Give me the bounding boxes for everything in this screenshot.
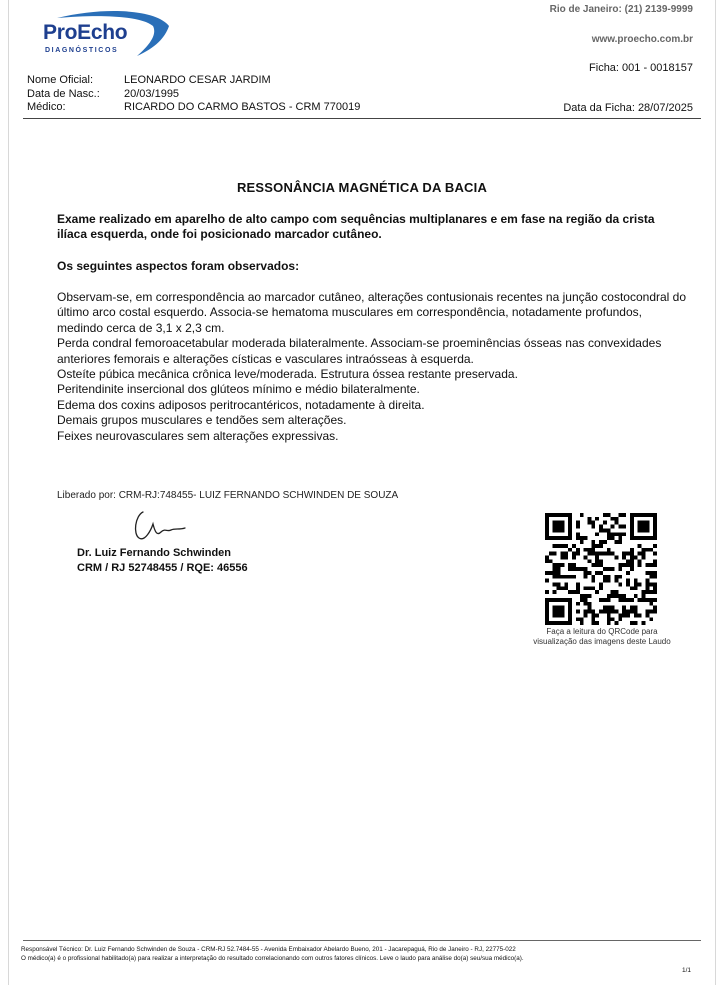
finding-item: Observam-se, em correspondência ao marcador cutâneo, alterações contusionais recentes na junção costocondral do último arco costal esquerdo. Associa-se hematoma musculares em correspondência, notadamente profundos, medindo cerca de 3,1 x 2,3 cm. bbox=[57, 290, 687, 335]
patient-doctor-label: Médico: bbox=[27, 101, 66, 113]
handwritten-signature bbox=[129, 506, 199, 546]
report-intro: Exame realizado em aparelho de alto campo com sequências multiplanares e em fase na região da crista ilíaca esquerda, onde foi posicionado marcador cutâneo. bbox=[57, 212, 655, 241]
signing-doctor-crm: CRM / RJ 52748455 / RQE: 46556 bbox=[77, 562, 248, 574]
proecho-logo bbox=[37, 8, 177, 58]
signing-doctor bbox=[77, 546, 248, 576]
qr-code[interactable] bbox=[545, 513, 657, 625]
patient-doctor-row bbox=[27, 101, 360, 115]
report-page bbox=[8, 0, 716, 985]
header-divider bbox=[23, 118, 701, 119]
patient-doctor-value: RICARDO DO CARMO BASTOS - CRM 770019 bbox=[124, 101, 361, 113]
finding-item: Edema dos coxins adiposos peritrocantéricos, notadamente à direita. bbox=[57, 397, 425, 412]
finding-item: Feixes neurovasculares sem alterações expressivas. bbox=[57, 428, 339, 443]
findings-list bbox=[57, 290, 687, 444]
footer-divider bbox=[23, 940, 701, 941]
patient-name-value: LEONARDO CESAR JARDIM bbox=[124, 74, 271, 86]
footer bbox=[21, 945, 701, 963]
finding-item: Perda condral femoroacetabular moderada bilateralmente. Associam-se proeminências ósseas nas convexidades anteriores femorais e alterações císticas e vasculares intraósseas à esquerda. bbox=[57, 336, 662, 366]
patient-name-row bbox=[27, 74, 360, 88]
released-by: Liberado por: CRM-RJ:748455- LUIZ FERNANDO SCHWINDEN DE SOUZA bbox=[57, 490, 399, 501]
report-title: RESSONÂNCIA MAGNÉTICA DA BACIA bbox=[236, 180, 488, 195]
signing-doctor-name: Dr. Luiz Fernando Schwinden bbox=[77, 547, 232, 559]
qr-caption: Faça a leitura do QRCode para visualização das imagens deste Laudo bbox=[533, 627, 671, 646]
patient-birth-label: Data de Nasc.: bbox=[27, 87, 100, 100]
patient-info bbox=[27, 74, 360, 115]
observed-heading: Os seguintes aspectos foram observados: bbox=[57, 259, 300, 273]
logo-subtitle: DIAGNÓSTICOS bbox=[45, 47, 119, 54]
logo-word: ProEcho bbox=[43, 21, 128, 44]
patient-birth-row bbox=[27, 88, 360, 102]
clinic-website: www.proecho.com.br bbox=[591, 34, 693, 45]
ficha-number: Ficha: 001 - 0018157 bbox=[589, 62, 693, 74]
footer-disclaimer: O médico(a) é o profissional habilitado(a) para realizar a interpretação do resultado correlacionando com outros fatores clínicos. Leve o laudo para análise do(a) seu/sua médico(a). bbox=[21, 955, 524, 962]
page-number: 1/1 bbox=[681, 967, 691, 974]
ficha-date: Data da Ficha: 28/07/2025 bbox=[563, 102, 693, 114]
patient-birth-value: 20/03/1995 bbox=[124, 87, 180, 100]
clinic-phone: Rio de Janeiro: (21) 2139-9999 bbox=[549, 4, 693, 15]
finding-item: Peritendinite insercional dos glúteos mínimo e médio bilateralmente. bbox=[57, 382, 420, 397]
footer-technical: Responsável Técnico: Dr. Luiz Fernando Schwinden de Souza - CRM-RJ 52.7484-55 - Avenida Embaixador Abelardo Bueno, 201 - Jacarepaguá, Rio de Janeiro - RJ, 22775-022 bbox=[21, 946, 516, 953]
patient-name-label: Nome Oficial: bbox=[27, 74, 94, 86]
finding-item: Demais grupos musculares e tendões sem alterações. bbox=[57, 413, 347, 428]
finding-item: Osteíte púbica mecânica crônica leve/moderada. Estrutura óssea restante preservada. bbox=[57, 367, 518, 382]
